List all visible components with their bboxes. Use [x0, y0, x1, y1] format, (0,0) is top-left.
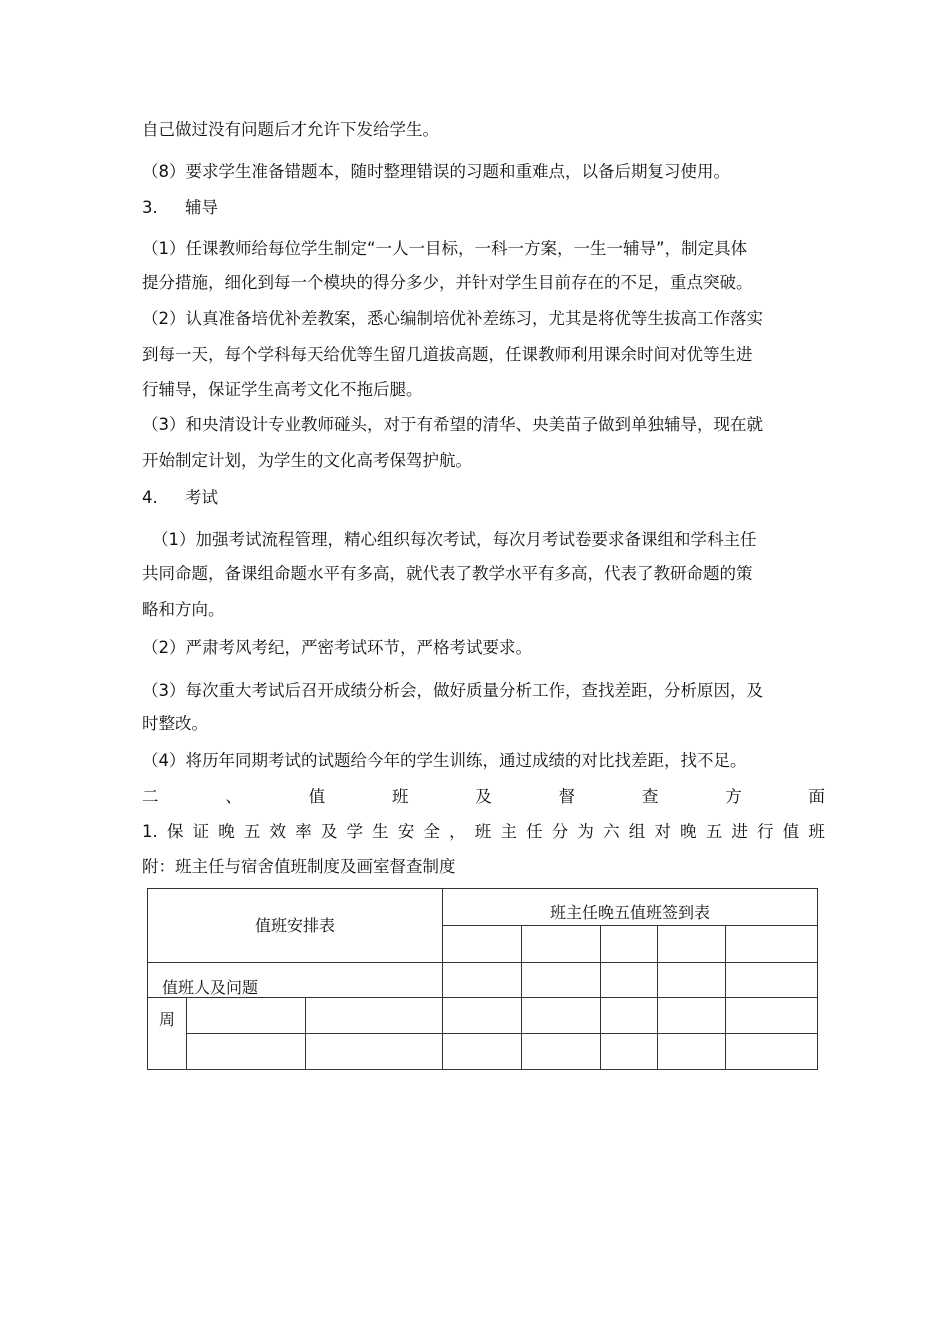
paragraph-line: （2）认真准备培优补差教案，悉心编制培优补差练习，尤其是将优等生拔高工作落实: [142, 309, 763, 328]
signin-cell[interactable]: [601, 963, 658, 998]
paragraph-line: （1）加强考试流程管理，精心组织每次考试，每次月考试卷要求备课组和学科主任: [152, 530, 757, 549]
paragraph-line: （3）和央清设计专业教师碰头，对于有希望的清华、央美苗子做到单独辅导，现在就: [142, 415, 763, 434]
signin-cell[interactable]: [443, 998, 522, 1034]
attachment-note: 附：班主任与宿舍值班制度及画室督查制度: [142, 857, 456, 876]
item-char: 1.: [142, 822, 158, 841]
heading-char: 方: [725, 787, 742, 806]
item-1-justified: [142, 822, 825, 842]
item-char: 效: [269, 822, 287, 841]
signin-cell[interactable]: [522, 926, 601, 963]
signin-cell[interactable]: [658, 1034, 726, 1070]
duty-person-label: 值班人及问题: [162, 978, 259, 997]
section-heading-3: [142, 198, 825, 218]
signin-cell[interactable]: [726, 926, 818, 963]
item-char: 为: [577, 822, 594, 841]
heading-number: 4.: [142, 488, 158, 507]
duty-arrangement-header: [148, 889, 443, 963]
heading-char: 查: [641, 787, 659, 806]
heading-char: 面: [808, 787, 825, 806]
heading-char: 值: [308, 787, 326, 806]
heading-char: 二: [142, 787, 159, 806]
heading-title: 辅导: [185, 198, 218, 217]
paragraph-line: 到每一天，每个学科每天给优等生留几道拔高题，任课教师利用课余时间对优等生进: [142, 345, 753, 364]
item-char: 率: [295, 822, 312, 841]
item-char: 晚: [218, 822, 235, 841]
week-label: 周: [158, 1010, 175, 1029]
duty-person-header: [148, 964, 443, 999]
item-char: 六: [603, 822, 620, 841]
item-char: 保: [166, 822, 184, 841]
duty-cell[interactable]: [187, 998, 306, 1034]
paragraph-line: 时整改。: [142, 714, 208, 733]
signin-cell[interactable]: [601, 1034, 658, 1070]
heading-number: 3.: [142, 198, 158, 217]
duty-arrangement-label: 值班安排表: [255, 915, 336, 935]
signin-cell[interactable]: [726, 1034, 818, 1070]
duty-cell[interactable]: [306, 1034, 443, 1070]
item-char: 晚: [680, 822, 697, 841]
item-char: 及: [320, 822, 338, 841]
item-char: ，: [449, 822, 466, 841]
heading-char: 班: [391, 787, 409, 806]
signin-cell[interactable]: [658, 926, 726, 963]
item-char: 安: [397, 822, 415, 841]
item-char: 证: [192, 822, 210, 841]
paragraph-line: 提分措施，细化到每一个模块的得分多少，并针对学生目前存在的不足，重点突破。: [142, 273, 753, 292]
paragraph-line: （2）严肃考风考纪，严密考试环节，严格考试要求。: [142, 638, 532, 657]
signin-header: [443, 889, 818, 926]
signin-cell[interactable]: [522, 1034, 601, 1070]
item-char: 对: [654, 822, 671, 841]
item-char: 学: [346, 822, 363, 841]
item-char: 组: [628, 822, 646, 841]
paragraph-item-8: （8）要求学生准备错题本，随时整理错误的习题和重难点，以备后期复习使用。: [142, 162, 730, 181]
item-char: 进: [731, 822, 748, 841]
heading-char: 及: [475, 787, 492, 806]
item-char: 行: [757, 822, 774, 841]
paragraph-line: （1）任课教师给每位学生制定“一人一目标，一科一方案，一生一辅导”，制定具体: [142, 239, 748, 258]
signin-cell[interactable]: [601, 998, 658, 1034]
paragraph-line: 行辅导，保证学生高考文化不拖后腿。: [142, 380, 423, 399]
duty-cell[interactable]: [187, 1034, 306, 1070]
paragraph-line: （3）每次重大考试后召开成绩分析会，做好质量分析工作，查找差距，分析原因，及: [142, 681, 763, 700]
paragraph-line: 略和方向。: [142, 600, 225, 619]
heading-char: 、: [225, 787, 242, 806]
item-char: 值: [782, 822, 800, 841]
section-heading-2: [142, 787, 825, 807]
signin-cell[interactable]: [726, 998, 818, 1034]
item-char: 五: [243, 822, 261, 841]
signin-cell[interactable]: [443, 963, 522, 998]
signin-cell[interactable]: [522, 963, 601, 998]
heading-char: 督: [558, 787, 576, 806]
section-heading-4: [142, 488, 825, 508]
week-cell: [148, 998, 187, 1070]
paragraph-line: 共同命题，备课组命题水平有多高，就代表了教学水平有多高，代表了教研命题的策: [142, 564, 753, 583]
paragraph-continuation: 自己做过没有问题后才允许下发给学生。: [142, 120, 439, 139]
signin-cell[interactable]: [726, 963, 818, 998]
duty-schedule-table: [147, 888, 818, 1070]
paragraph-line: （4）将历年同期考试的试题给今年的学生训练，通过成绩的对比找差距，找不足。: [142, 751, 747, 770]
item-char: 分: [551, 822, 569, 841]
item-char: 生: [372, 822, 389, 841]
signin-cell[interactable]: [601, 926, 658, 963]
item-char: 班: [808, 822, 825, 841]
signin-cell[interactable]: [443, 1034, 522, 1070]
item-char: 全: [423, 822, 440, 841]
signin-cell[interactable]: [658, 998, 726, 1034]
item-char: 五: [705, 822, 723, 841]
duty-cell[interactable]: [306, 998, 443, 1034]
signin-label: 班主任晚五值班签到表: [550, 903, 711, 922]
signin-cell[interactable]: [522, 998, 601, 1034]
heading-title: 考试: [185, 488, 218, 507]
item-char: 班: [474, 822, 492, 841]
item-char: 任: [526, 822, 543, 841]
signin-cell[interactable]: [443, 926, 522, 963]
signin-cell[interactable]: [658, 963, 726, 998]
item-char: 主: [500, 822, 517, 841]
paragraph-line: 开始制定计划，为学生的文化高考保驾护航。: [142, 451, 472, 470]
